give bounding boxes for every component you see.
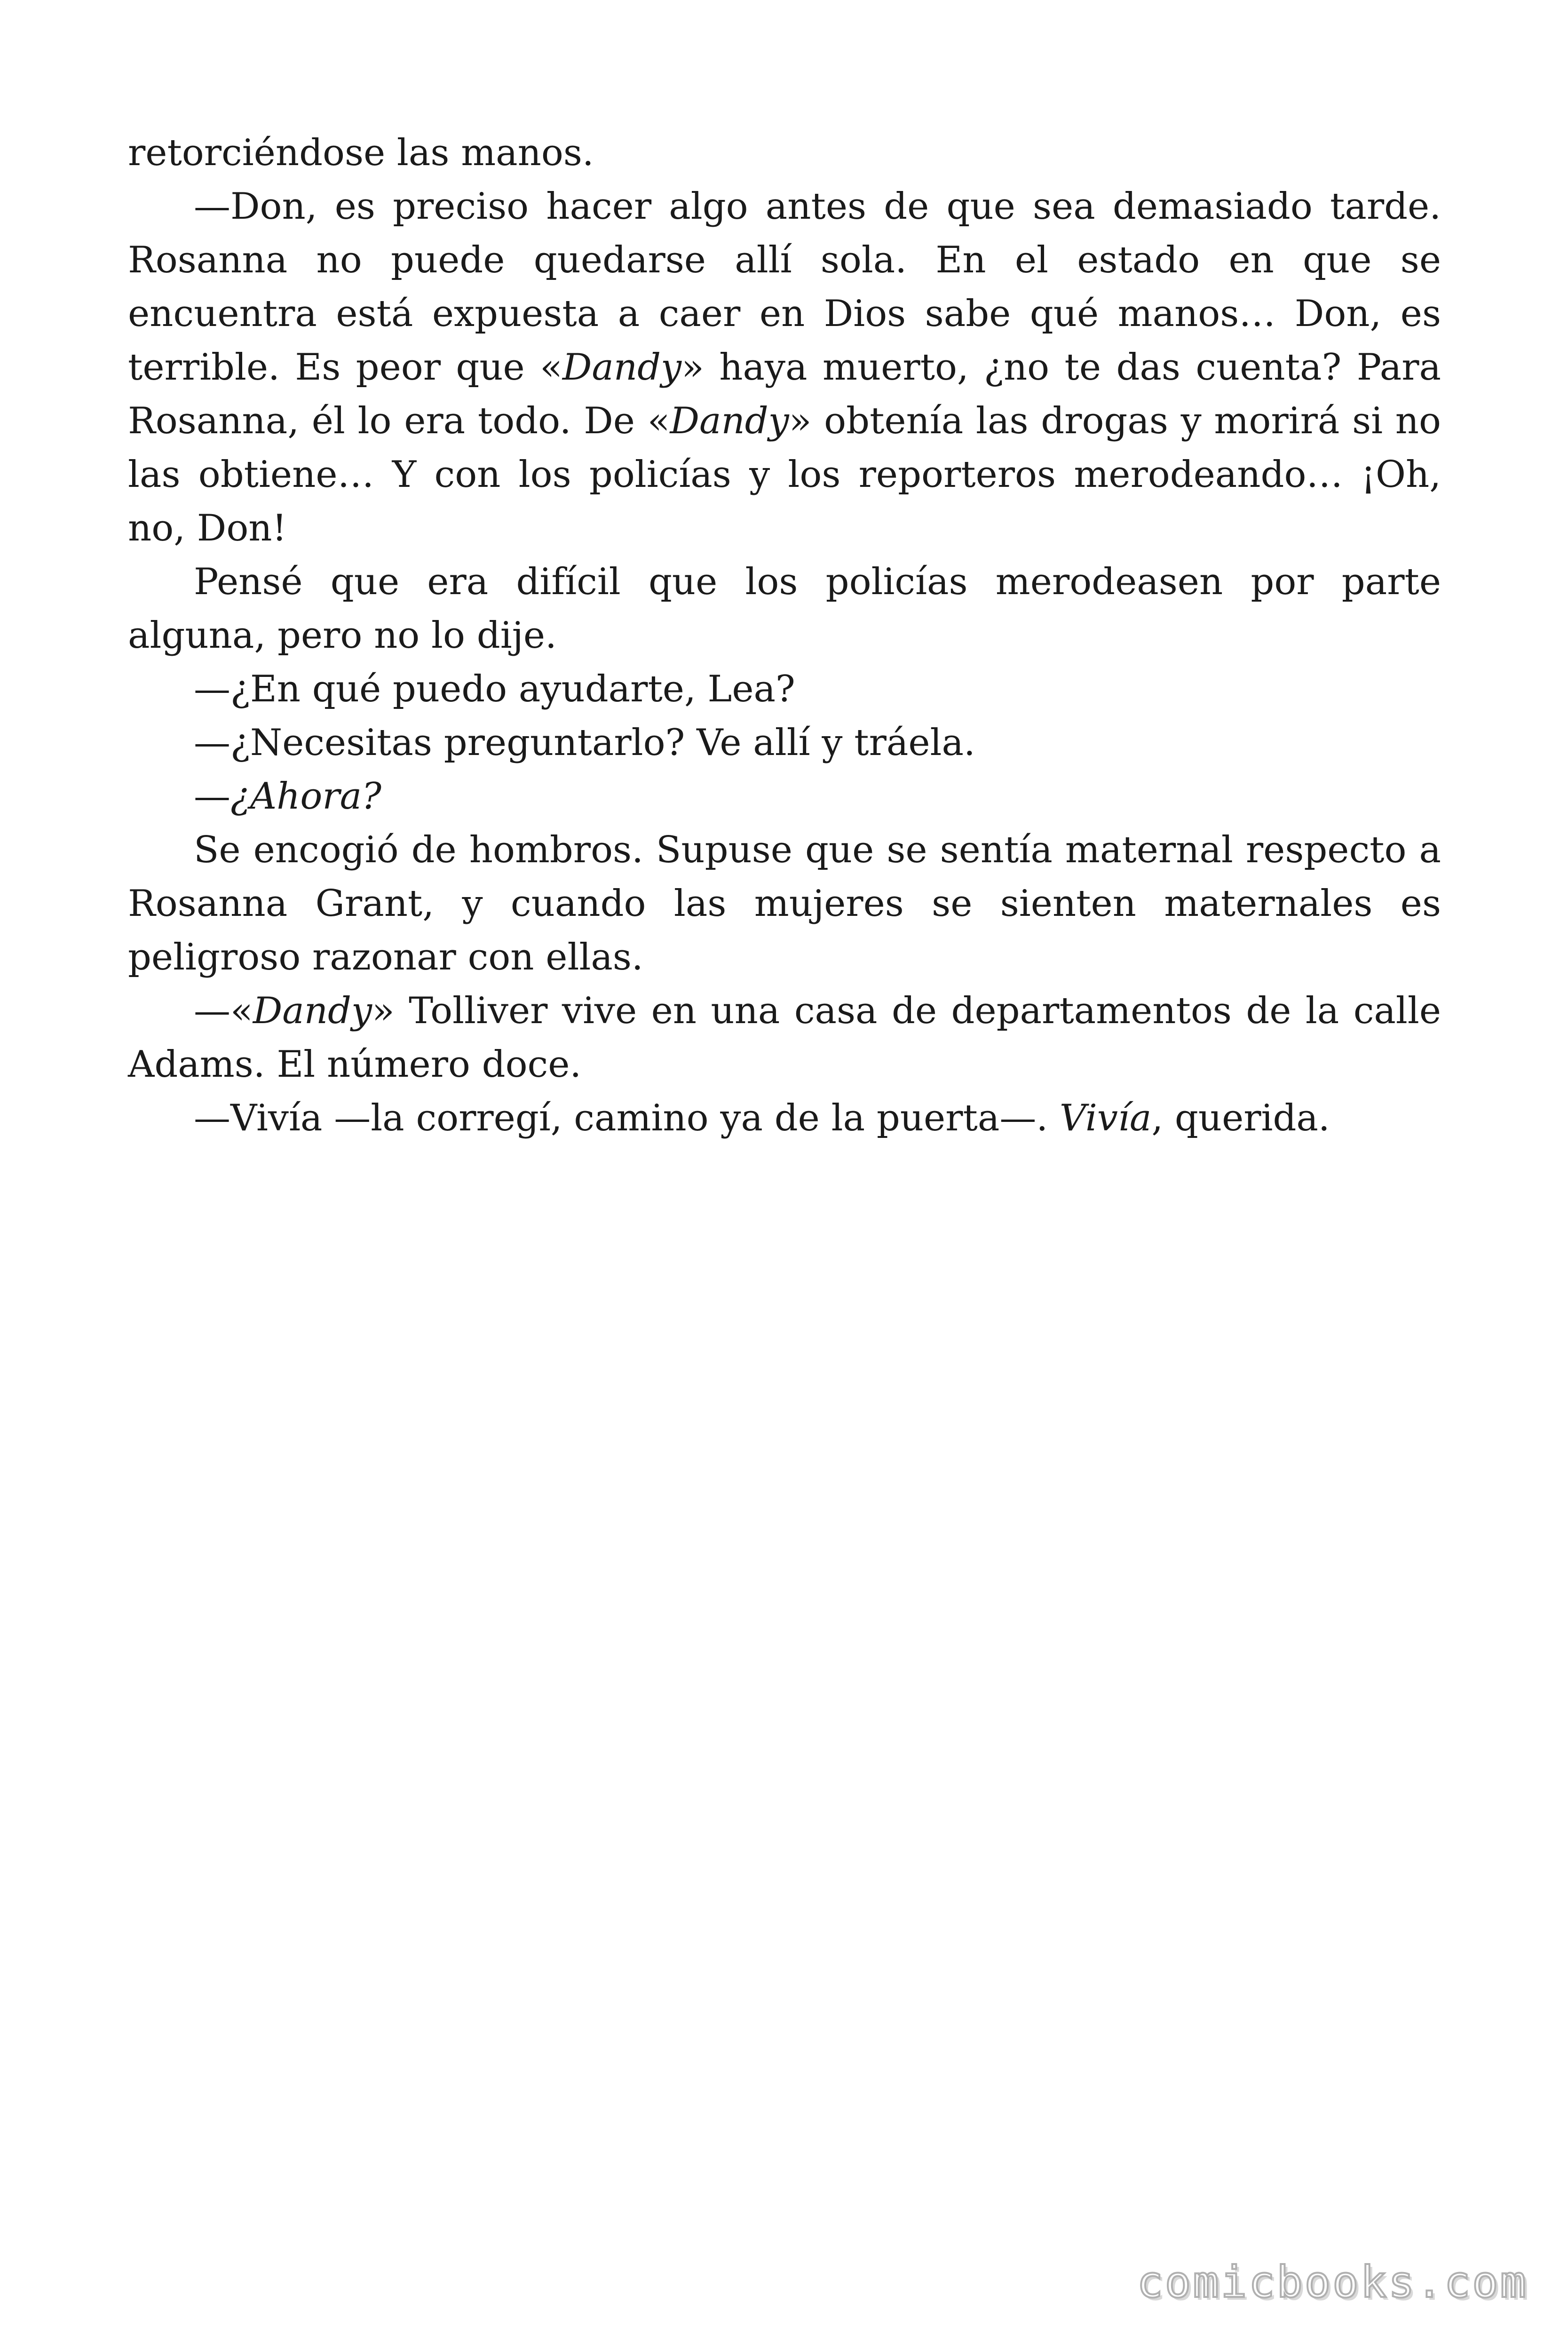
italic-run: ¿Ahora? <box>230 775 381 818</box>
text-run: — <box>194 775 230 818</box>
text-run: retorciéndose las manos. <box>128 132 594 174</box>
italic-run: Dandy <box>562 346 682 389</box>
text-run: —« <box>194 990 253 1032</box>
text-run: Pensé que era difícil que los policías merodeasen por parte alguna, pero no lo dije. <box>128 561 1441 657</box>
watermark: comicbooks.com <box>1137 2257 1528 2307</box>
paragraph-3 <box>128 555 1441 662</box>
italic-run: Dandy <box>253 990 372 1032</box>
paragraph-8 <box>128 984 1441 1091</box>
paragraph-1 <box>128 126 1441 180</box>
paragraph-2 <box>128 180 1441 555</box>
text-run: » obtenía las drogas y morirá si no las obtiene… Y con los policías y los reporteros merodeando… ¡Oh, no, Don! <box>128 400 1441 549</box>
text-run: —¿En qué puedo ayudarte, Lea? <box>194 668 795 710</box>
body-text <box>128 126 1441 1145</box>
paragraph-5 <box>128 716 1441 770</box>
text-run: » Tolliver vive en una casa de departamentos de la calle Adams. El número doce. <box>128 990 1441 1086</box>
paragraph-7 <box>128 823 1441 984</box>
text-run: » haya muerto, ¿no te das cuenta? Para Rosanna, él lo era todo. De « <box>128 346 1441 442</box>
paragraph-9 <box>128 1091 1441 1145</box>
text-run: —Don, es preciso hacer algo antes de que sea demasiado tarde. Rosanna no puede quedarse allí sola. En el estado en que se encuentra está expuesta a caer en Dios sabe qué manos… Don, es terrible. Es peor que « <box>128 185 1441 389</box>
text-run: —¿Necesitas preguntarlo? Ve allí y tráela. <box>194 722 975 764</box>
paragraph-4 <box>128 662 1441 716</box>
text-run: , querida. <box>1151 1097 1330 1139</box>
text-run: Se encogió de hombros. Supuse que se sentía maternal respecto a Rosanna Grant, y cuando las mujeres se sienten maternales es peligroso razonar con ellas. <box>128 829 1441 978</box>
italic-run: Vivía <box>1059 1097 1152 1139</box>
text-run: —Vivía —la corregí, camino ya de la puerta—. <box>194 1097 1060 1139</box>
paragraph-6 <box>128 770 1441 823</box>
italic-run: Dandy <box>670 400 789 442</box>
